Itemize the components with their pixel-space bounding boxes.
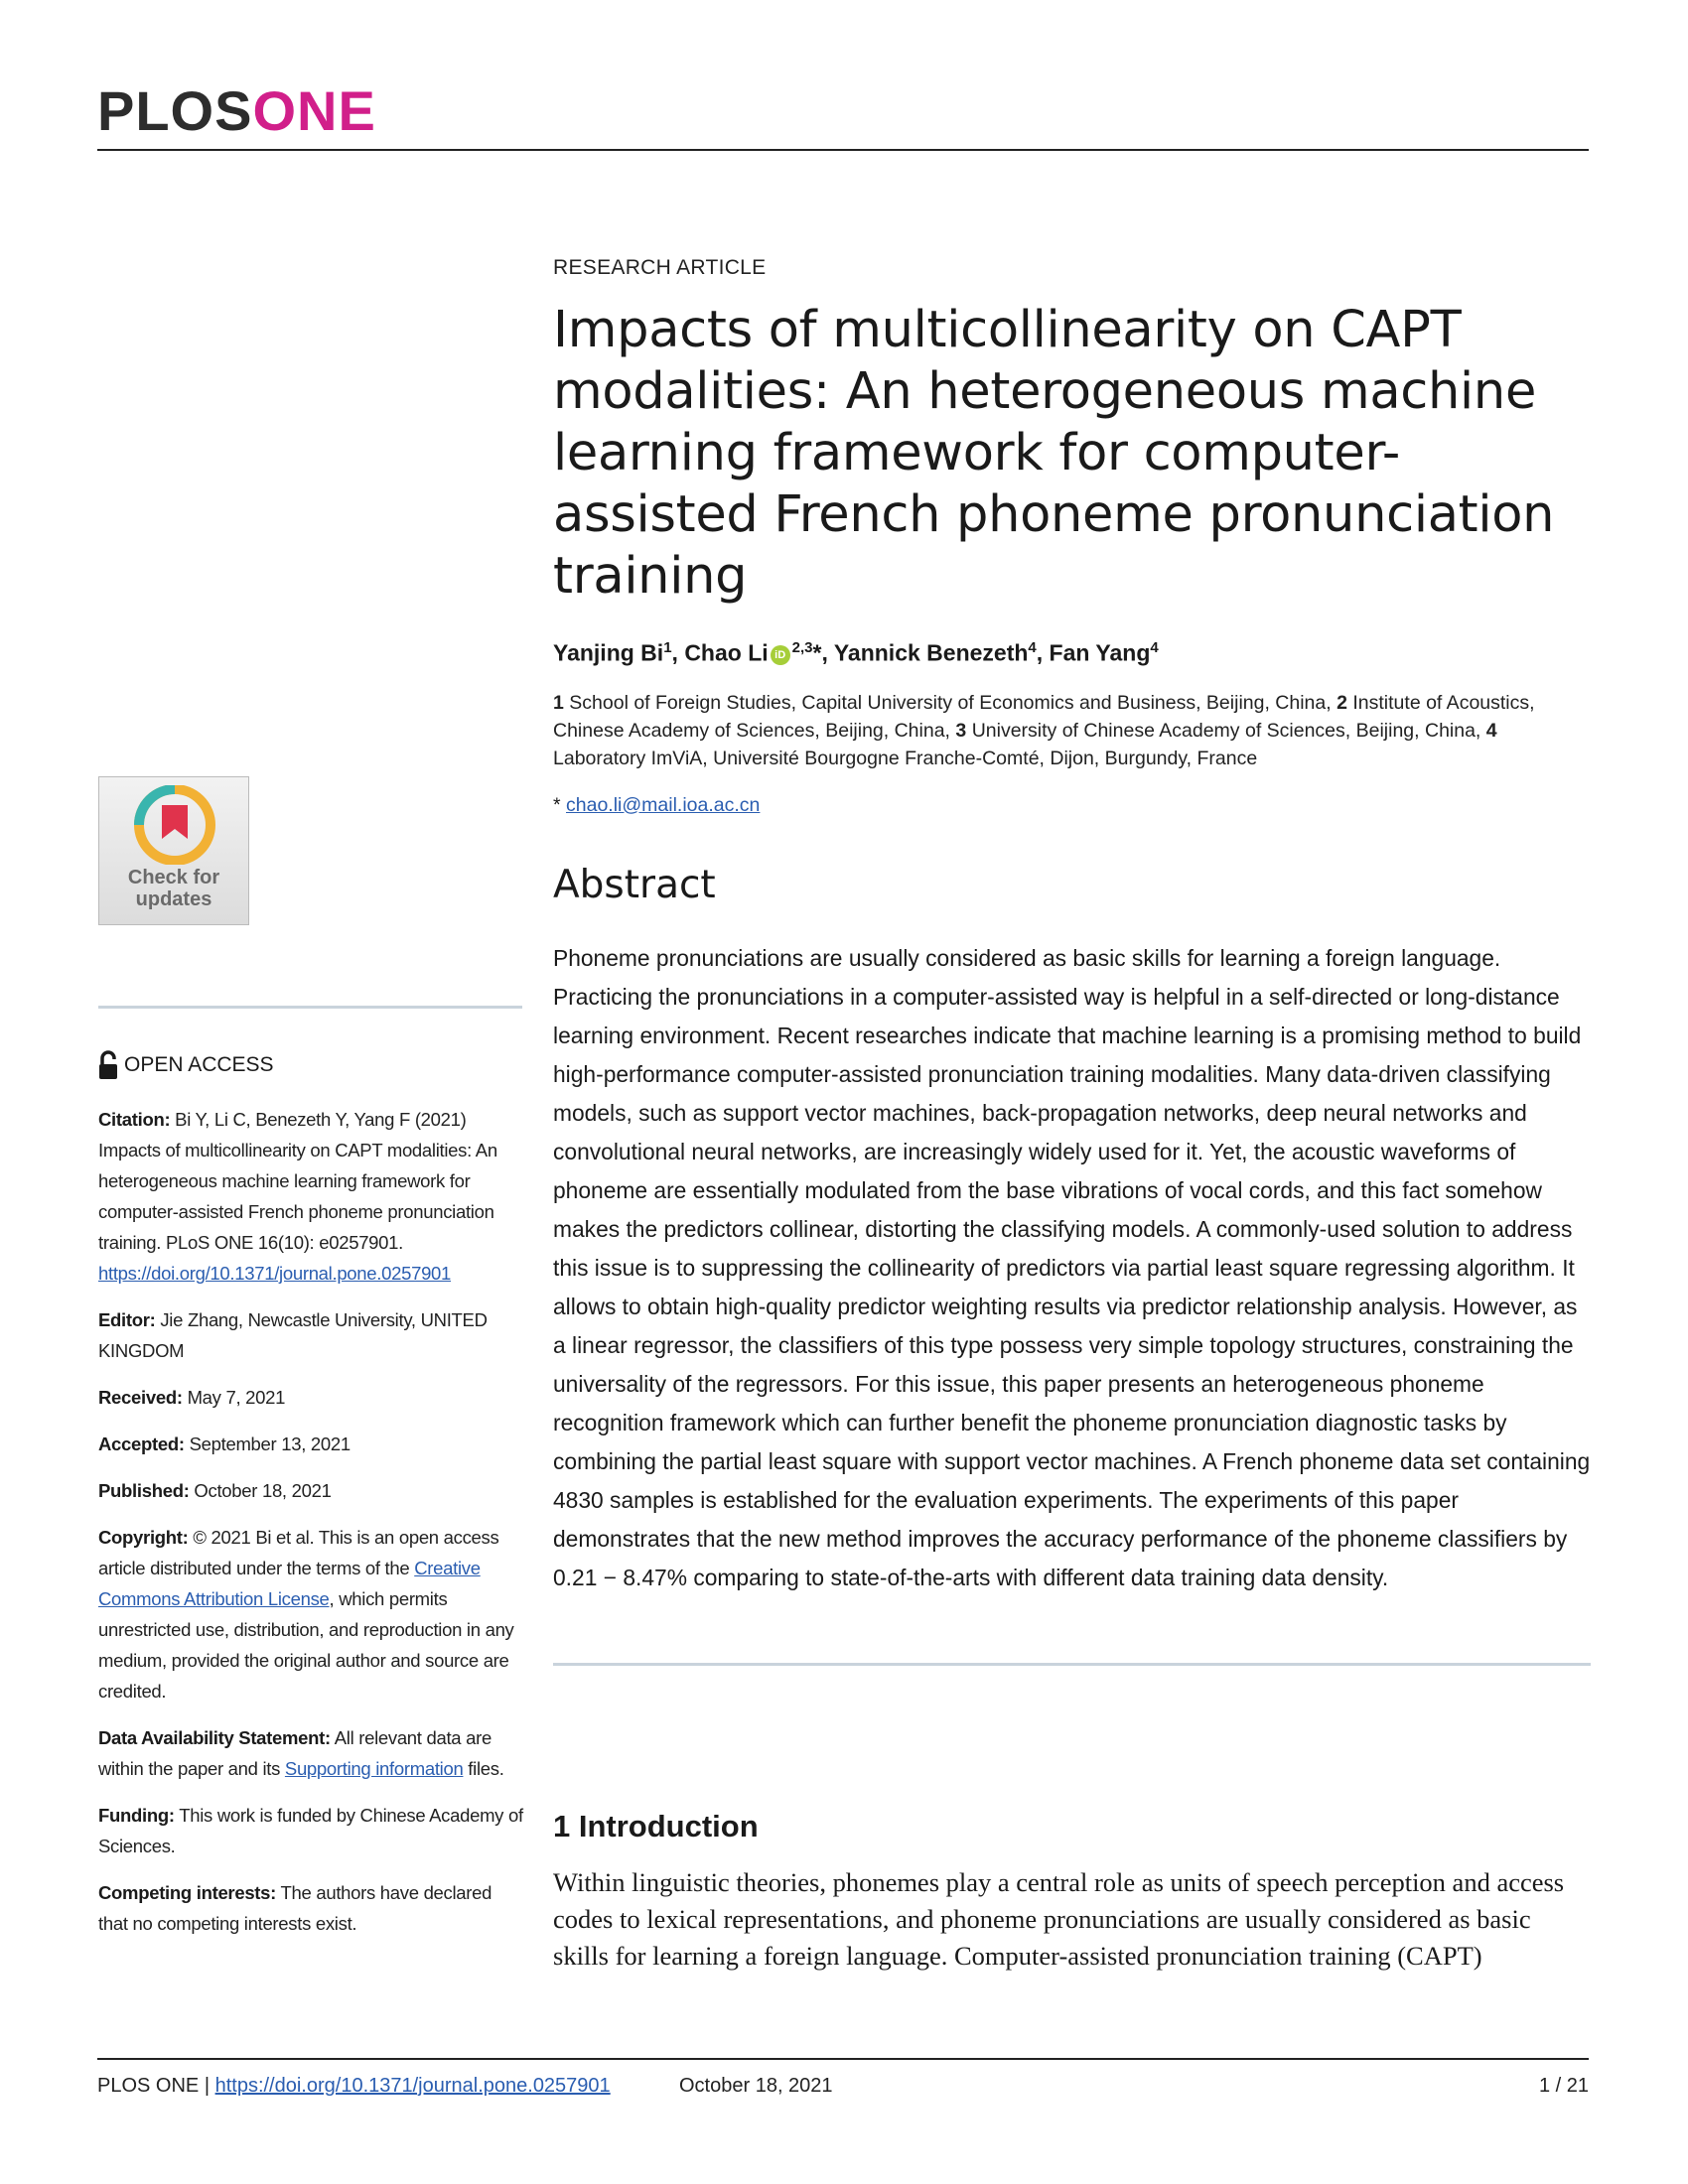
abstract-heading: Abstract <box>553 862 716 907</box>
accepted-date: September 13, 2021 <box>189 1433 351 1454</box>
article-title: Impacts of multicollinearity on CAPT modalities: An heterogeneous machine learning framework for computer-assisted French phoneme pronunciation training <box>553 301 1555 606</box>
funding-text: This work is funded by Chinese Academy of Sciences. <box>98 1805 523 1856</box>
introduction-text: Within linguistic theories, phonemes play a central role as units of speech perception and access codes to lexical representations, and phoneme pronunciations are usually considered as basic skills for learning a foreign language. Computer-assisted pronunciation training (CAPT) <box>553 1867 1565 1971</box>
editor-block <box>98 1304 525 1366</box>
published-label: Published: <box>98 1480 190 1501</box>
logo-plos: PLOS <box>97 79 253 142</box>
header-divider <box>97 149 1589 151</box>
article-type: RESEARCH ARTICLE <box>553 256 767 279</box>
article-main <box>553 256 1591 1597</box>
crossmark-icon <box>132 785 217 865</box>
citation-block <box>98 1104 525 1289</box>
copyright-text: © 2021 Bi et al. This is an open access article distributed under the terms of the <box>98 1527 499 1578</box>
affil-number: 3 <box>955 719 967 742</box>
corresp-email-link[interactable]: chao.li@mail.ioa.ac.cn <box>566 793 761 816</box>
competing-interests-block <box>98 1877 525 1939</box>
received-date: May 7, 2021 <box>187 1387 286 1408</box>
journal-logo[interactable] <box>97 79 376 142</box>
data-availability-label: Data Availability Statement: <box>98 1727 331 1748</box>
author-name[interactable]: Chao Li <box>684 639 769 666</box>
affil-number: 2 <box>1336 691 1347 714</box>
corresponding-mark: * <box>812 639 822 666</box>
citation-label: Citation: <box>98 1109 171 1130</box>
copyright-text-post: , which permits unrestricted use, distribution, and reproduction in any medium, provided the original author and source are credited. <box>98 1588 514 1702</box>
affil-text: Institute of Acoustics, Chinese Academy of Sciences, Beijing, China, <box>553 691 1535 742</box>
affil-text: University of Chinese Academy of Sciences, Beijing, China, <box>971 719 1481 742</box>
license-link[interactable]: Creative Commons Attribution License <box>98 1558 481 1609</box>
sidebar-divider <box>98 1006 522 1009</box>
received-label: Received: <box>98 1387 183 1408</box>
accepted-label: Accepted: <box>98 1433 185 1454</box>
open-access-label <box>98 1050 274 1080</box>
page-number: 1 / 21 <box>1538 2075 1589 2097</box>
copyright-label: Copyright: <box>98 1527 189 1548</box>
author-affil: 4 <box>1028 639 1037 656</box>
author-name[interactable]: Yannick Benezeth <box>833 639 1029 666</box>
data-availability-post: files. <box>468 1758 504 1779</box>
author-affil: 2,3 <box>791 639 813 656</box>
abstract-divider <box>553 1663 1591 1666</box>
author-name[interactable]: Yanjing Bi <box>553 639 664 666</box>
author-affil: 4 <box>1150 639 1159 656</box>
author-name[interactable]: Fan Yang <box>1049 639 1151 666</box>
footer-journal: PLOS ONE | <box>97 2075 211 2097</box>
received-block <box>98 1382 525 1413</box>
orcid-icon[interactable]: iD <box>771 645 790 665</box>
author-affil: 1 <box>663 639 672 656</box>
data-availability-block <box>98 1722 525 1784</box>
open-access-text: OPEN ACCESS <box>124 1053 274 1076</box>
copyright-block <box>98 1522 525 1706</box>
affil-number: 1 <box>553 691 564 714</box>
open-lock-icon <box>98 1050 118 1080</box>
check-updates-line1: Check for <box>127 867 220 888</box>
citation-text: Bi Y, Li C, Benezeth Y, Yang F (2021) Impacts of multicollinearity on CAPT modalities: An heterogeneous machine learning framework for computer-assisted French phoneme pronunciation training. PLoS ONE 16(10): e0257901. <box>98 1109 497 1253</box>
published-date: October 18, 2021 <box>194 1480 332 1501</box>
section-heading-introduction: 1 Introduction <box>553 1809 759 1843</box>
corresp-mark: * <box>553 793 561 816</box>
affil-number: 4 <box>1485 719 1497 742</box>
logo-one: ONE <box>252 79 376 142</box>
competing-interests-label: Competing interests: <box>98 1882 277 1903</box>
corresponding-author <box>553 794 1591 817</box>
funding-block <box>98 1800 525 1861</box>
editor-label: Editor: <box>98 1309 156 1330</box>
abstract-text: Phoneme pronunciations are usually considered as basic skills for learning a foreign language. Practicing the pronunciations in a computer-assisted way is helpful in a self-directed or long-distance learning environment. Recent researches indicate that machine learning is a promising method to build high-performance computer-assisted pronunciation training modalities. Many data-driven classifying models, such as support vector machines, back-propagation networks, deep neural networks and convolutional neural networks, are increasingly widely used for it. Yet, the acoustic waveforms of phoneme are essentially modulated from the base vibrations of vocal cords, and this fact somehow makes the predictors collinear, distorting the classifying models. A commonly-used solution to address this issue is to suppressing the collinearity of predictors via partial least square regressing algorithm. It allows to obtain high-quality predictor weighting results via predictor relationship analysis. However, as a linear regressor, the classifiers of this type possess very simple topology structures, constraining the universality of the regressors. For this issue, this paper presents an heterogeneous phoneme recognition framework which can further benefit the phoneme pronunciation diagnostic tasks by combining the partial least square with support vector machines. A French phoneme data set containing 4830 samples is established for the evaluation experiments. The experiments of this paper demonstrates that the new method improves the accuracy performance of the phoneme classifiers by 0.21 − 8.47% comparing to state-of-the-arts with different data training data density. <box>553 945 1591 1591</box>
competing-interests-text: The authors have declared that no competing interests exist. <box>98 1882 492 1934</box>
footer-date: October 18, 2021 <box>679 2075 833 2097</box>
page-footer <box>97 2075 1589 2098</box>
footer-divider <box>97 2058 1589 2060</box>
data-availability-text: All relevant data are within the paper and its <box>98 1727 492 1779</box>
footer-doi-link[interactable]: https://doi.org/10.1371/journal.pone.0257901 <box>214 2075 611 2097</box>
affil-text: Laboratory ImViA, Université Bourgogne Franche-Comté, Dijon, Burgundy, France <box>553 747 1258 769</box>
author-list: Yanjing Bi$^1$, Chao Li iD $^{2,3}$*, Yannick Benezeth$^4$, Fan Yang$^4$ <box>553 639 1159 666</box>
article-info-sidebar <box>98 1104 525 1955</box>
affiliations <box>553 689 1591 772</box>
accepted-block <box>98 1429 525 1459</box>
check-updates-line2: updates <box>135 888 212 910</box>
funding-label: Funding: <box>98 1805 175 1826</box>
citation-doi-link[interactable]: https://doi.org/10.1371/journal.pone.0257901 <box>98 1263 452 1284</box>
supporting-information-link[interactable]: Supporting information <box>284 1758 464 1779</box>
published-block <box>98 1475 525 1506</box>
editor-text: Jie Zhang, Newcastle University, UNITED KINGDOM <box>98 1309 488 1361</box>
check-for-updates-badge[interactable] <box>98 776 249 925</box>
affil-text: School of Foreign Studies, Capital University of Economics and Business, Beijing, China, <box>569 691 1332 714</box>
